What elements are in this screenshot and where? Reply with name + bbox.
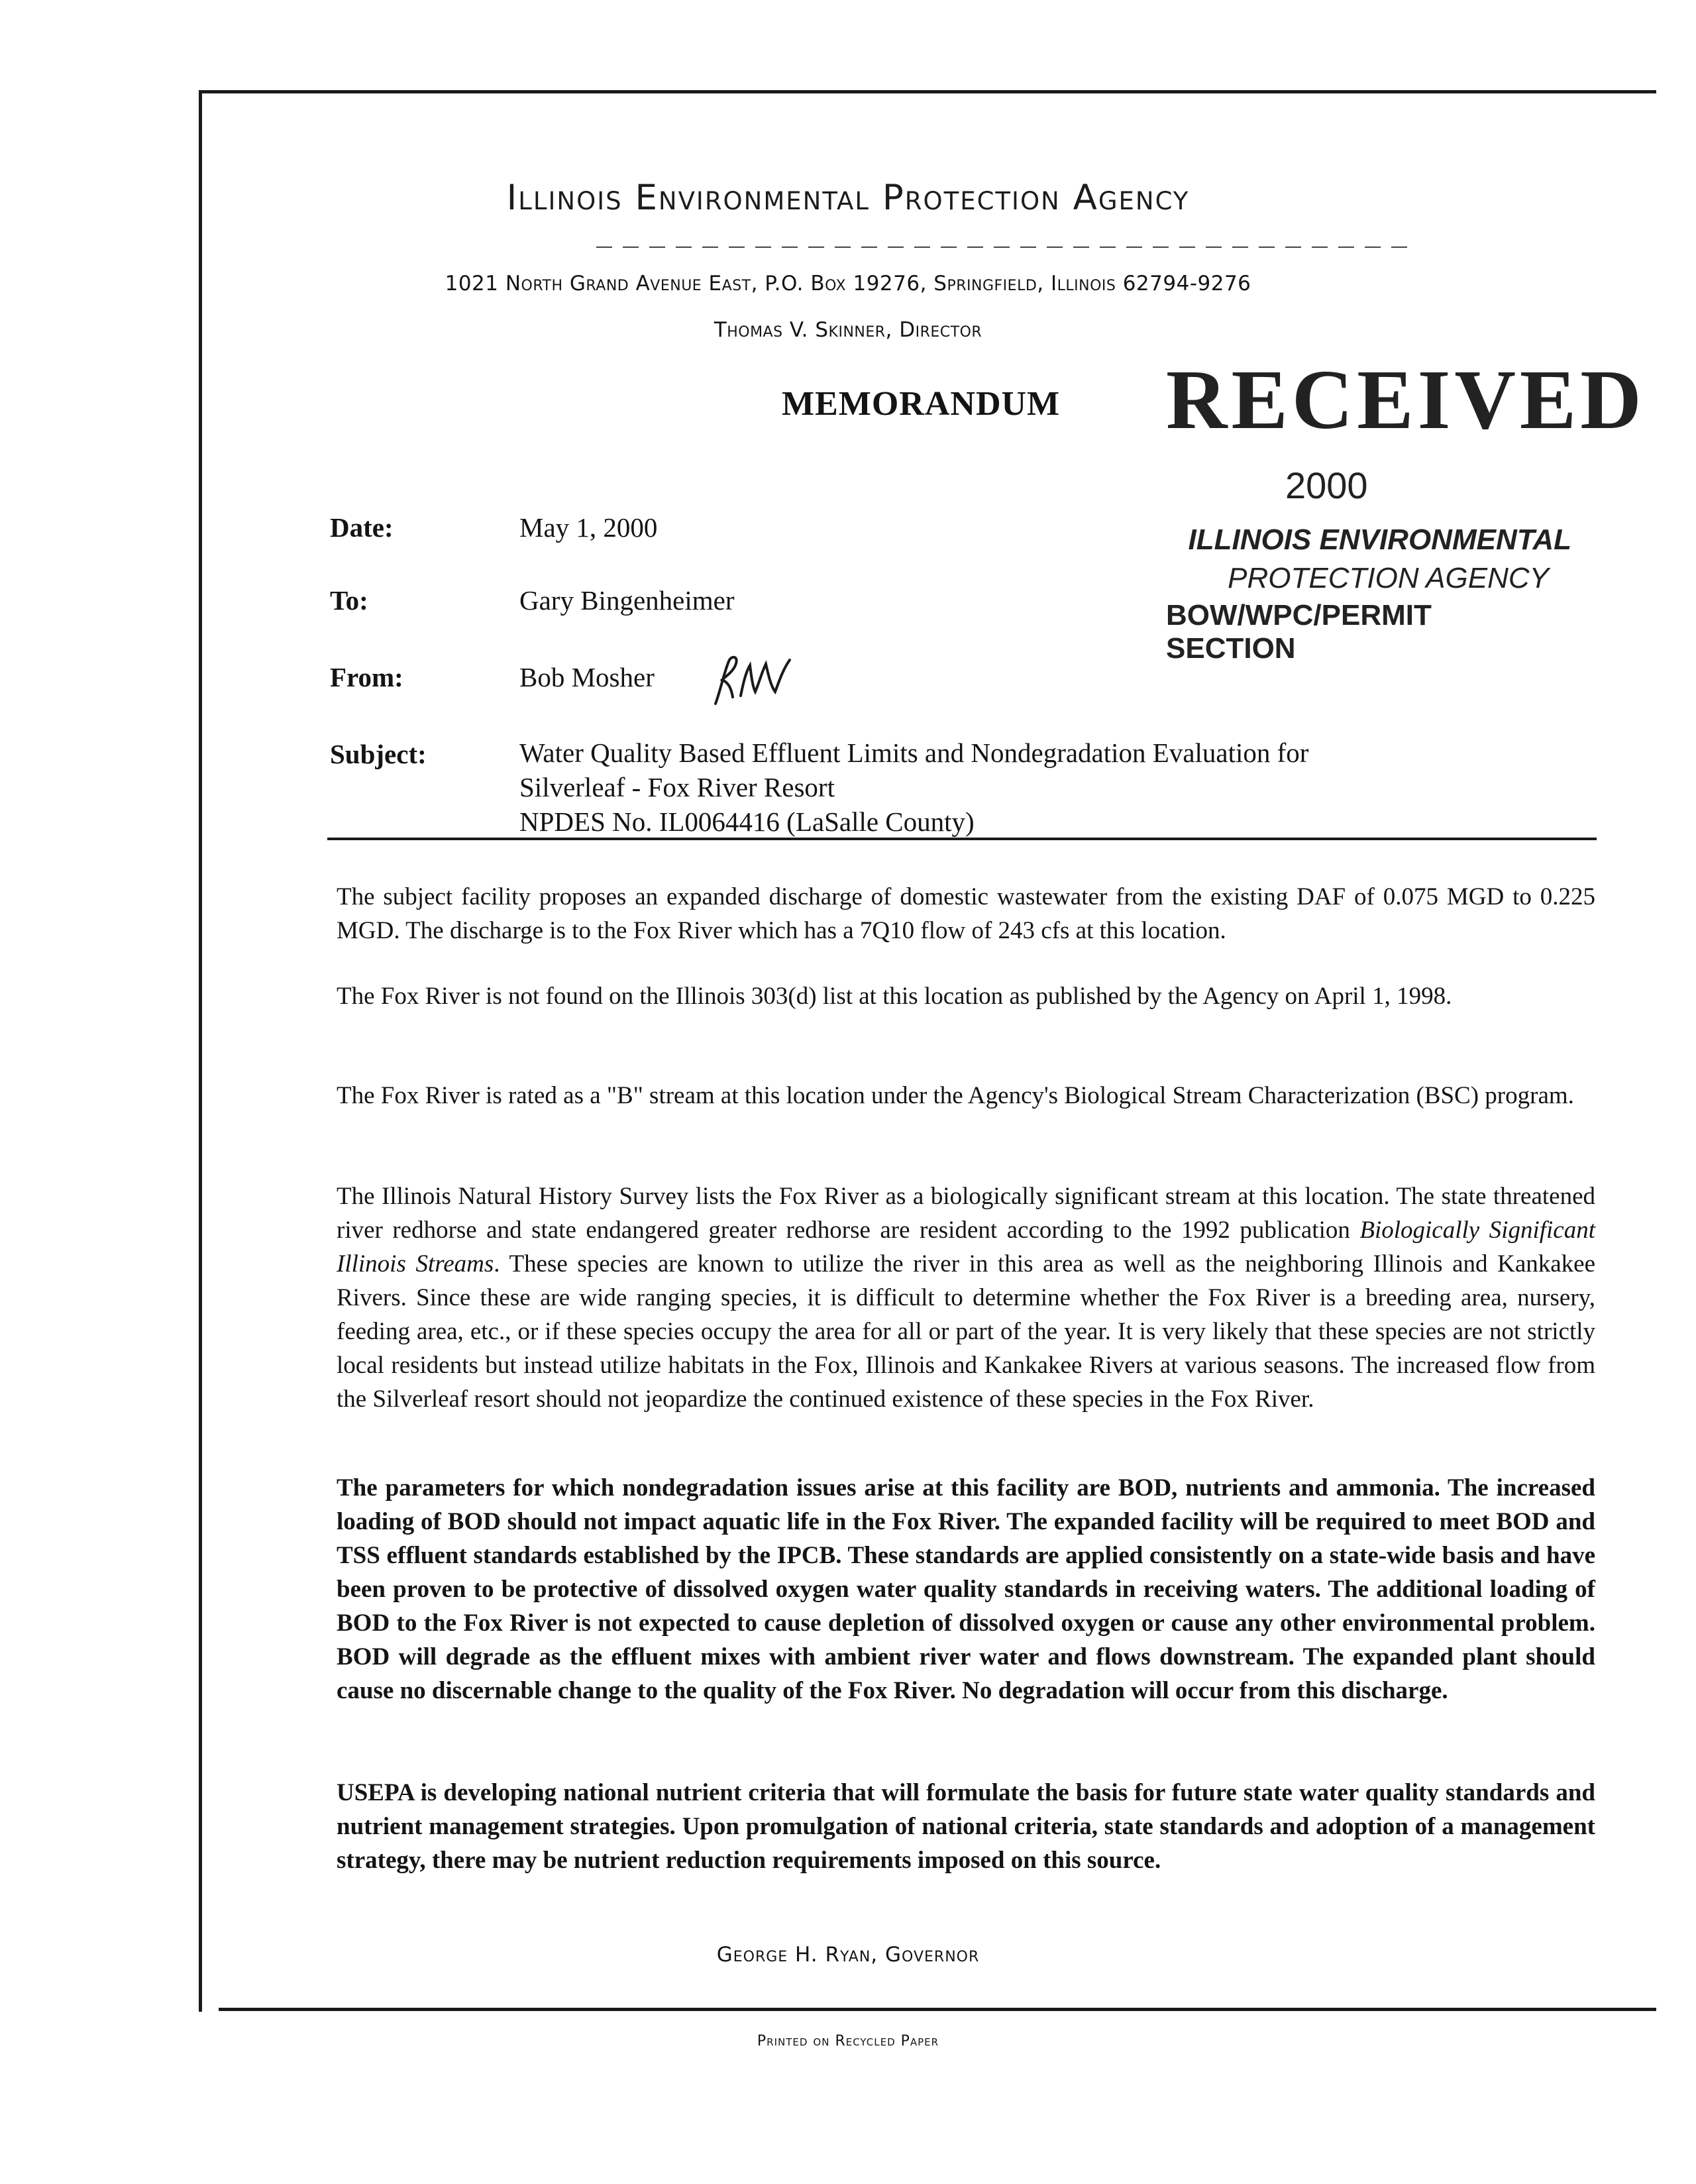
- stamp-date: 2000: [1285, 464, 1368, 506]
- to-label: To:: [330, 585, 368, 616]
- publication-title: Biologically Significant Illinois Streams: [337, 1217, 1595, 1278]
- paragraph-4-text-a: The Illinois Natural History Survey lists the Fox River as a biologically significant stream at this location. The state threatened river redhorse and state endangered greater redhorse are resident according to the 1992 publication: [337, 1183, 1595, 1244]
- body-paragraph-3: The Fox River is rated as a "B" stream at this location under the Agency's Biological Stream Characterization (BSC) program.: [337, 1082, 1574, 1109]
- subject-value: [519, 736, 1646, 839]
- subject-label: Subject:: [330, 739, 427, 769]
- received-stamp: [1166, 351, 1646, 665]
- to-value: Gary Bingenheimer: [519, 585, 735, 616]
- agency-name: Illinois Environmental Protection Agency: [506, 178, 1190, 218]
- top-frame-rule: [199, 90, 1656, 93]
- subject-line1: Water Quality Based Effluent Limits and Nondegradation Evaluation for: [519, 737, 1309, 768]
- bottom-frame-rule: [219, 2008, 1656, 2011]
- subject-underline-rule: [327, 838, 1597, 840]
- agency-address: 1021 North Grand Avenue East, P.O. Box 19276, Springfield, Illinois 62794-9276: [445, 272, 1251, 296]
- agency-director: Thomas V. Skinner, Director: [714, 318, 982, 342]
- stamp-agency-line2: PROTECTION AGENCY: [1228, 562, 1549, 594]
- recycled-paper-note: Printed on Recycled Paper: [757, 2033, 939, 2049]
- from-label: From:: [330, 662, 403, 692]
- body-paragraph-6: USEPA is developing national nutrient criteria that will formulate the basis for future state water quality standards and nutrient management strategies. Upon promulgation of national criteria, state standards and adoption of a management strategy, there may be nutrient reduction requirements imposed on this source.: [337, 1779, 1595, 1874]
- date-label: Date:: [330, 512, 394, 543]
- stamp-section-line: BOW/WPC/PERMIT SECTION: [1166, 599, 1432, 665]
- paragraph-4-text-b: . These species are known to utilize the river in this area as well as the neighboring Illinois and Kankakee Rivers. Since these are wide ranging species, it is difficult to determine whether the Fox River is a breeding area, nursery, feeding area, etc., or if these species occupy the area for all or part of the year. It is very likely that these species are not strictly local residents but instead utilize habitats in the Fox, Illinois and Kankakee Rivers at various seasons. The increased flow from the Silverleaf resort should not jeopardize the continued existence of these species in the Fox River.: [337, 1250, 1596, 1413]
- body-paragraph-5: The parameters for which nondegradation issues arise at this facility are BOD, nutrients and ammonia. The increased loading of BOD should not impact aquatic life in the Fox River. The expanded facility will be required to meet BOD and TSS effluent standards established by the IPCB. These standards are applied consistently on a state-wide basis and have been proven to be protective of dissolved oxygen water quality standards in receiving waters. The additional loading of BOD to the Fox River is not expected to cause depletion of dissolved oxygen or cause any other environmental problem. BOD will degrade as the effluent mixes with ambient river water and flows downstream. The expanded plant should cause no discernable change to the quality of the Fox River. No degradation will occur from this discharge.: [337, 1474, 1595, 1704]
- letterhead-dotted-rule: [596, 246, 1411, 248]
- subject-line3: NPDES No. IL0064416 (LaSalle County): [519, 806, 975, 837]
- from-value: Bob Mosher: [519, 662, 655, 692]
- subject-line2: Silverleaf - Fox River Resort: [519, 772, 835, 802]
- stamp-received-word: RECEIVED: [1166, 353, 1646, 447]
- body-paragraph-4: [337, 1179, 1595, 1416]
- governor-footer: George H. Ryan, Governor: [716, 1943, 980, 1967]
- left-frame-rule: [199, 90, 202, 2012]
- handwritten-initials-signature: [709, 649, 795, 709]
- stamp-agency-line1: ILLINOIS ENVIRONMENTAL: [1188, 523, 1571, 556]
- date-value: May 1, 2000: [519, 512, 658, 543]
- body-paragraph-2: The Fox River is not found on the Illinois 303(d) list at this location as published by the Agency on April 1, 1998.: [337, 983, 1452, 1010]
- memo-title: MEMORANDUM: [782, 385, 1061, 423]
- body-paragraph-1: The subject facility proposes an expanded discharge of domestic wastewater from the existing DAF of 0.075 MGD to 0.225 MGD. The discharge is to the Fox River which has a 7Q10 flow of 243 cfs at this location.: [337, 883, 1595, 944]
